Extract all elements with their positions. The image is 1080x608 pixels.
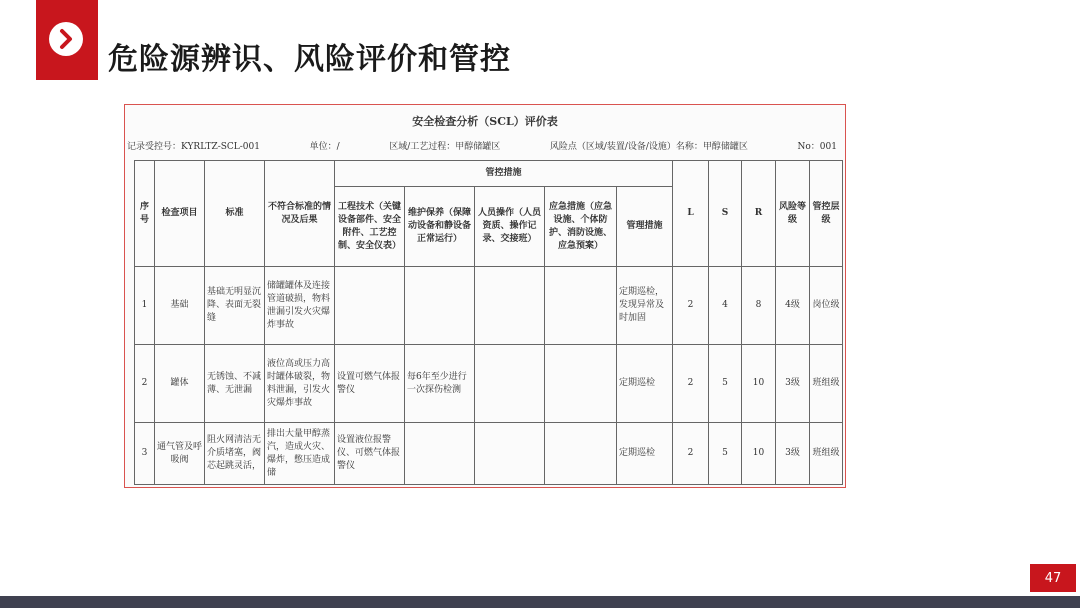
header-emergency: 应急措施（应急设施、个体防护、消防设施、应急预案） [545, 187, 617, 267]
cell-S: 5 [709, 423, 742, 485]
cell-control-level: 班组级 [810, 345, 843, 423]
cell-management: 定期巡检 [617, 345, 673, 423]
page-title: 危险源辨识、风险评价和管控 [108, 42, 511, 77]
table-row [135, 267, 843, 345]
cell-emergency [545, 423, 617, 485]
cell-emergency [545, 267, 617, 345]
header-S: S [709, 161, 742, 267]
cell-risk-level: 3级 [776, 423, 810, 485]
cell-standard: 无锈蚀、不减薄、无泄漏 [205, 345, 265, 423]
doc-number: No：001 [797, 142, 837, 152]
header-seq: 序号 [135, 161, 155, 267]
header-engineering: 工程技术（关键设备部件、安全附件、工艺控制、安全仪表） [335, 187, 405, 267]
cell-nonconform: 排出大量甲醇蒸汽，造成火灾、爆炸，憋压造成储 [265, 423, 335, 485]
scl-evaluation-table [134, 160, 843, 485]
header-management: 管理措施 [617, 187, 673, 267]
cell-seq: 3 [135, 423, 155, 485]
header-control-group: 管控措施 [335, 161, 673, 187]
cell-standard: 基础无明显沉降、表面无裂缝 [205, 267, 265, 345]
record-number: 记录受控号：KYRLTZ-SCL-001 [127, 142, 260, 152]
cell-engineering: 设置液位报警仪、可燃气体报警仪 [335, 423, 405, 485]
header-personnel: 人员操作（人员资质、操作记录、交接班） [475, 187, 545, 267]
risk-point-label: 风险点（区域/装置/设备/设施）名称：甲醇储罐区 [549, 142, 748, 152]
cell-risk-level: 3级 [776, 345, 810, 423]
cell-management: 定期巡检，发现异常及时加固 [617, 267, 673, 345]
cell-L: 2 [673, 423, 709, 485]
table-row [135, 423, 843, 485]
header-R: R [742, 161, 776, 267]
cell-engineering [335, 267, 405, 345]
header-risk-level: 风险等级 [776, 161, 810, 267]
title-accent-bar [36, 0, 98, 80]
cell-personnel [475, 345, 545, 423]
cell-S: 4 [709, 267, 742, 345]
cell-standard: 阻火网清洁无介质堵塞，阀芯起跳灵活， [205, 423, 265, 485]
header-maintenance: 维护保养（保障动设备和静设备正常运行） [405, 187, 475, 267]
chevron-right-icon [49, 22, 83, 56]
record-info-line [127, 139, 837, 152]
cell-item: 罐体 [155, 345, 205, 423]
header-L: L [673, 161, 709, 267]
cell-seq: 1 [135, 267, 155, 345]
cell-maintenance [405, 423, 475, 485]
cell-control-level: 班组级 [810, 423, 843, 485]
cell-management: 定期巡检 [617, 423, 673, 485]
cell-seq: 2 [135, 345, 155, 423]
cell-maintenance [405, 267, 475, 345]
area-label: 区域/工艺过程：甲醇储罐区 [389, 142, 501, 152]
unit-label: 单位：/ [309, 142, 340, 152]
cell-nonconform: 液位高或压力高时罐体破裂，物料泄漏，引发火灾爆炸事故 [265, 345, 335, 423]
cell-personnel [475, 423, 545, 485]
header-nonconform: 不符合标准的情况及后果 [265, 161, 335, 267]
document-title: 安全检查分析（SCL）评价表 [412, 115, 558, 128]
cell-R: 10 [742, 345, 776, 423]
cell-R: 8 [742, 267, 776, 345]
slide-number: 47 [1030, 564, 1076, 592]
cell-risk-level: 4级 [776, 267, 810, 345]
cell-item: 基础 [155, 267, 205, 345]
cell-maintenance: 每6年至少进行一次探伤检测 [405, 345, 475, 423]
footer-bar [0, 596, 1080, 608]
cell-engineering: 设置可燃气体报警仪 [335, 345, 405, 423]
cell-personnel [475, 267, 545, 345]
header-item: 检查项目 [155, 161, 205, 267]
cell-L: 2 [673, 267, 709, 345]
cell-S: 5 [709, 345, 742, 423]
cell-L: 2 [673, 345, 709, 423]
cell-item: 通气管及呼吸阀 [155, 423, 205, 485]
header-standard: 标准 [205, 161, 265, 267]
cell-emergency [545, 345, 617, 423]
table-row [135, 345, 843, 423]
cell-nonconform: 储罐罐体及连接管道破损，物料泄漏引发火灾爆炸事故 [265, 267, 335, 345]
header-control-level: 管控层级 [810, 161, 843, 267]
cell-control-level: 岗位级 [810, 267, 843, 345]
cell-R: 10 [742, 423, 776, 485]
scl-document-image [124, 104, 846, 488]
